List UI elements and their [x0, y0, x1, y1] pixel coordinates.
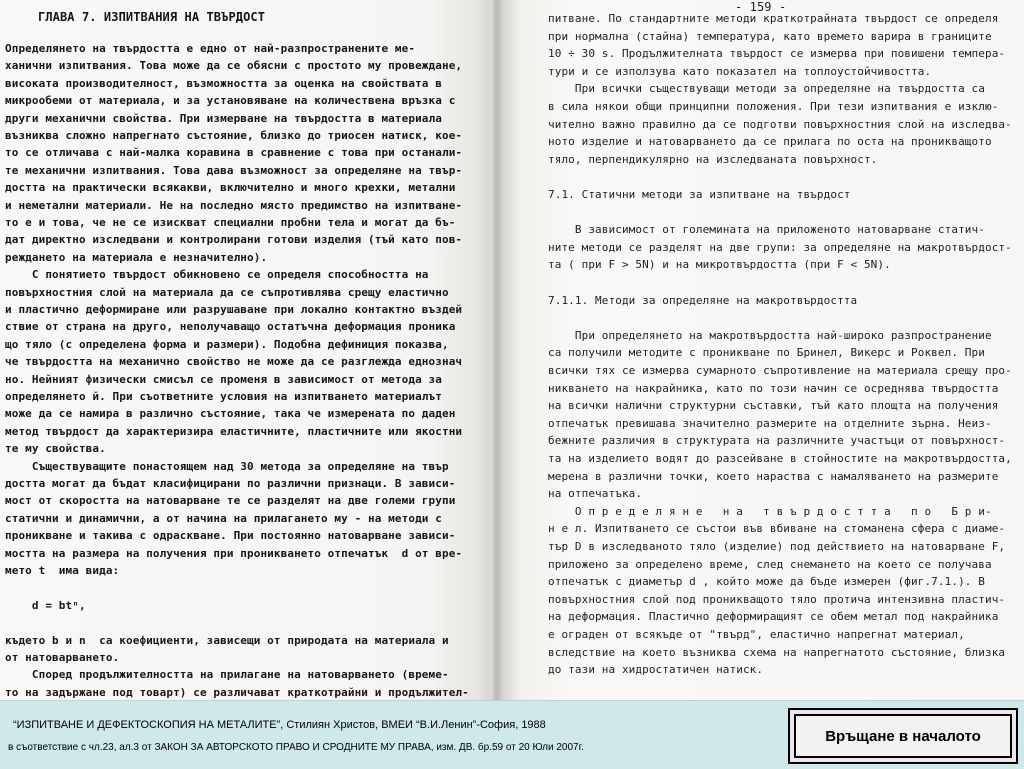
text-line: мостта на размера на получения при проникването отпечатък d от вре- — [5, 546, 463, 560]
text-line: където b и n са коефициенти, зависещи от природата на материала и — [5, 633, 449, 647]
text-line: че твърдостта на механично свойство не може да се разглежда еднознач — [5, 355, 463, 369]
text-line: ствие от страна на друго, неполучаващо остатъчна деформация проника — [5, 320, 456, 334]
text-line: метод твърдост да характеризира еластичните, пластичните или якостни — [5, 424, 463, 438]
page-number: - 159 - — [735, 0, 787, 14]
text-line: определянето й. При съответните условия на изпитването материалът — [5, 390, 442, 403]
text-line: О п р е д е л я н е н а т в ъ р д о с т т а п о Б р и- — [548, 504, 992, 518]
text-line: други механични свойства. При измерване на твърдостта в материала — [5, 111, 442, 125]
text-line: При всички съществуващи методи за определяне на твърдостта са — [548, 82, 985, 96]
text-line: що тяло (с определена форма и размери). Подобна дефиниция показва, — [5, 337, 449, 351]
text-line: на отпечатъка. — [548, 487, 643, 501]
text-line: до тази на хидростатичен натиск. — [548, 663, 764, 677]
text-line: Съществуващите понастоящем над 30 метода за определяне на твър — [5, 459, 449, 473]
text-line: на всички налични структурни съставки, тъй като площта на получения — [548, 399, 999, 413]
text-line: ханични изпитвания. Това може да се обясни с простото му провеждане, — [5, 59, 463, 73]
text-line: то се отличава с най-малка коравина в сравнение с това при останали- — [5, 146, 463, 160]
text-line: чително важно правилно да се подготви повърхностния слой на изследва- — [548, 117, 1012, 131]
text-line: d = btⁿ, — [5, 598, 86, 612]
text-line: проникване и такива с одраскване. При постоянно натоварване зависи- — [5, 529, 456, 543]
text-line: Определянето на твърдостта е едно от най-разпространените ме- — [5, 42, 416, 55]
chapter-title: ГЛАВА 7. ИЗПИТВАНИЯ НА ТВЪРДОСТ — [38, 10, 266, 24]
back-to-start-button[interactable] — [788, 708, 1018, 764]
text-line: то е и това, че не се изискват специални пробни тела и могат да бъ- — [5, 216, 456, 229]
text-line: тяло, перпендикулярно на изследваната повърхност. — [548, 152, 878, 166]
text-line: повърхностния слой на материала да се съпротивлява срещу еластично — [5, 285, 449, 299]
text-line: повърхностния слой под проникващото тяло протича интензивна пластич- — [548, 592, 1006, 606]
text-line: то на задържане под товарт) се различават краткотрайни и продължител- — [5, 685, 469, 699]
text-line: вследствие на което възниква схема на напрегнатото състояние, близка — [548, 645, 1006, 659]
left-scanned-page — [0, 0, 496, 700]
right-scanned-page — [505, 0, 1024, 700]
back-to-start-label: Връщане в началото — [794, 714, 1012, 758]
text-line: 7.1.1. Методи за определяне на макротвърдостта — [548, 293, 858, 307]
text-line: та ( при F > 5N) и на микротвърдостта (при F < 5N). — [548, 258, 891, 272]
copyright-notice: в съответствие с чл.23, ал.3 от ЗАКОН ЗА АВТОРСКОТО ПРАВО И СРОДНИТЕ МУ ПРАВА, изм. ДВ. бр.59 от 20 Юли 2007г. — [8, 742, 584, 753]
text-line: никването на накрайника, като по този начин се осреднява твърдостта — [548, 381, 999, 395]
text-line: е ограден от всякъде от "твърд", еластично напрегнат материал, — [548, 628, 965, 641]
text-line: високата производителност, възможността за оценка на свойствата в — [5, 76, 442, 90]
text-line: 7.1. Статични методи за изпитване на твърдост — [548, 188, 851, 201]
text-line: ното изделие и натоварването да се прилага по оста на проникващото — [548, 135, 992, 149]
text-line: отпечатък превишава значително размерите на отделните зърна. Неиз- — [548, 416, 992, 430]
text-line: в сила някои общи принципни положения. При тези изпитвания е изклю- — [548, 100, 999, 113]
text-line: тури и се използува като показател на топлоустойчивостта. — [548, 64, 932, 78]
text-line: но. Нейният физически смисъл се променя в зависимост от метода за — [5, 372, 442, 386]
text-line: статични и динамични, а от начина на прилагането му - на методи с — [5, 511, 442, 525]
text-line: В зависимост от големината на приложеното натоварване статич- — [548, 223, 985, 237]
text-line: При определянето на макротвърдостта най-широко разпространение — [548, 328, 992, 342]
text-line: всички тях се измерва сумарното съпротивление на материала срещу про- — [548, 364, 1012, 377]
text-line: дат директно изследвани и контролирани готови изделия (тъй като пов- — [5, 233, 463, 247]
text-line: микрообеми от материала, и за установяване на количествена връзка с — [5, 94, 456, 108]
text-line: тър D в изследваното тяло (изделие) под действието на натоварване F, — [548, 540, 1006, 553]
text-line: възниква сложно напрегнато състояние, близко до триосен натиск, кое- — [5, 129, 463, 142]
text-line: от натоварването. — [5, 651, 120, 664]
text-line: те механични изпитвания. Това дава възможност за определяне на твър- — [5, 163, 463, 177]
text-line: мост от скоростта на натоварване те се разделят на две големи групи — [5, 494, 456, 508]
text-line: приложено за определено време, след снемането на което се получава — [548, 557, 992, 571]
text-line: та на изделието водят до разсейване в стойностите на макротвърдостта, — [548, 452, 1012, 465]
source-citation: “ИЗПИТВАНЕ И ДЕФЕКТОСКОПИЯ НА МЕТАЛИТЕ”, Стилиян Христов, ВМЕИ “В.И.Ленин”-София, 1988 — [13, 719, 546, 731]
text-line: 10 ÷ 30 s. Продължителната твърдост се измерва при повишени темпера- — [548, 47, 1006, 61]
text-line: бежните различия в структурата на различните участъци от повърхност- — [548, 434, 1006, 448]
text-line: ните методи се разделят на две групи: за определяне на макротвърдост- — [548, 240, 1012, 254]
text-line: при нормална (стайна) температура, като времето варира в границите — [548, 29, 992, 43]
text-line: мето t има вида: — [5, 564, 120, 577]
text-line: на деформация. Пластично деформиращият се обем метал под накрайника — [548, 610, 999, 624]
text-line: достта могат да бъдат класифицирани по различни признаци. В зависи- — [5, 477, 456, 490]
text-line: мерена в различни точки, което нараства с намаляването на размерите — [548, 469, 999, 483]
text-line: и неметални материали. Не на последно място предимство на изпитване- — [5, 198, 463, 212]
text-line: може да се намира в различно състояние, така че измерената по даден — [5, 407, 456, 421]
text-line: достта на практически всякакви, включително и много крехки, метални — [5, 181, 456, 195]
text-line: са получили методите с проникване по Бринел, Викерс и Роквел. При — [548, 346, 985, 360]
text-line: питване. По стандартните методи краткотрайната твърдост се определя — [548, 12, 999, 25]
text-line: те му свойства. — [5, 442, 106, 456]
text-line: реждането на материала е незначително). — [5, 250, 268, 264]
text-line: и пластично деформиране или разрушаване при локално контактно въздей — [5, 303, 463, 316]
text-line: отпечатък с диаметър d , който може да бъде измерен (фиг.7.1.). В — [548, 575, 985, 589]
text-line: С понятието твърдост обикновено се определя способността на — [5, 268, 429, 282]
text-line: н е л. Изпитването се състои във вбиване на стоманена сфера с диаме- — [548, 522, 1006, 536]
text-line: Според продължителността на прилагане на натоварването (време- — [5, 668, 449, 682]
